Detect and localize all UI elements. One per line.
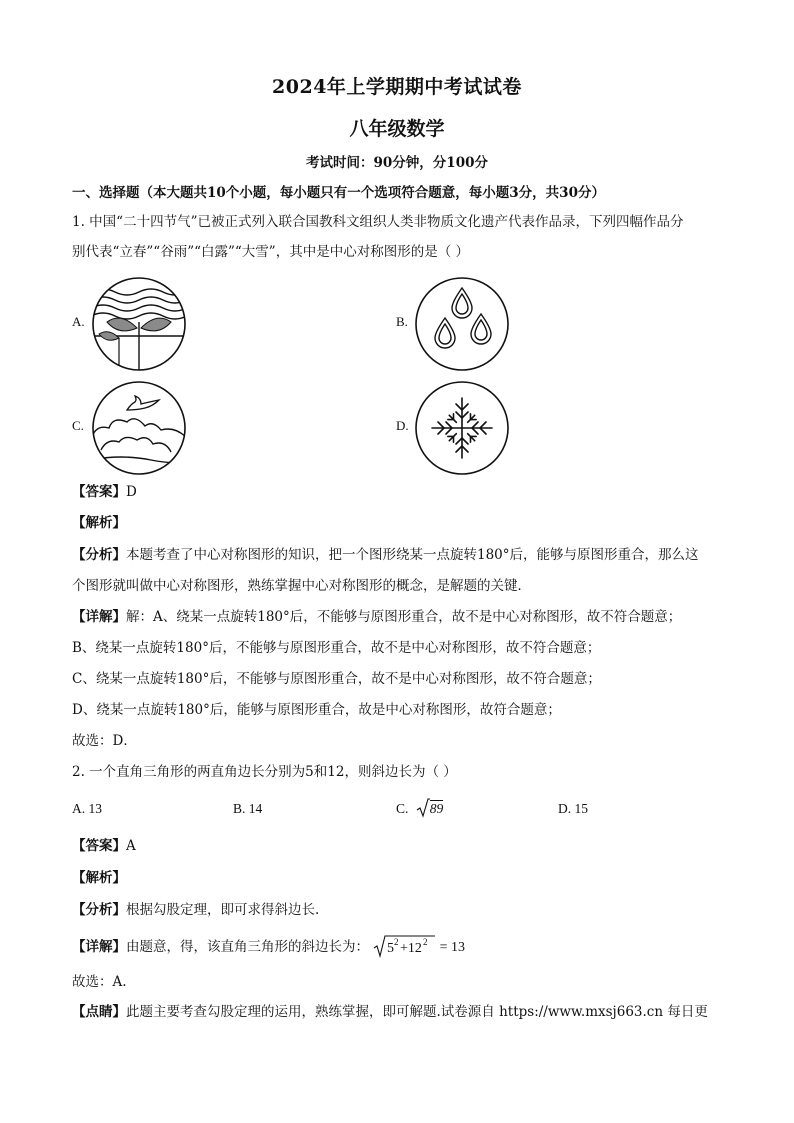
option-a-label: A. (72, 314, 85, 329)
answer-value: A (126, 838, 136, 854)
option-d-label: D. (396, 418, 409, 433)
answer-tag: 【答案】 (72, 484, 126, 500)
dianjing-text: 此题主要考查勾股定理的运用，熟练掌握，即可解题.试卷源自 https://www.mxsj663.cn 每日更 (126, 1004, 708, 1020)
heavy-snow-icon (414, 380, 510, 476)
q2-analysis-tag: 【解析】 (72, 870, 126, 886)
sqrt-formula (373, 934, 435, 958)
q2-option-c (396, 797, 443, 821)
q2-stem: 2. 一个直角三角形的两直角边长分别为5和12，则斜边长为（ ） (72, 764, 457, 780)
q1-detail-line3: C、绕某一点旋转180°后，不能够与原图形重合，故不是中心对称图形，故不符合题意； (72, 671, 601, 687)
q1-fenxi-line2: 个图形就叫做中心对称图形，熟练掌握中心对称图形的概念，是解题的关键． (72, 578, 531, 594)
answer-value: D (126, 484, 137, 500)
svg-text:2: 2 (423, 937, 428, 947)
q2-fenxi (72, 898, 319, 922)
detail-text: 由题意，得，该直角三角形的斜边长为： (126, 939, 369, 955)
q1-choice: 故选：D． (72, 733, 137, 749)
q1-stem-line1: 1. 中国“二十四节气”已被正式列入联合国教科文组织人类非物质文化遗产代表作品录，下列四幅作品分 (72, 214, 684, 230)
svg-text:+12: +12 (400, 941, 423, 956)
svg-text:2: 2 (394, 937, 399, 947)
spring-beginning-icon (91, 276, 187, 372)
q2-dianjing (72, 1000, 708, 1024)
fenxi-tag: 【分析】 (72, 547, 126, 563)
white-dew-icon (91, 380, 187, 476)
option-c-label: C. (72, 418, 84, 433)
q2-detail (72, 934, 465, 960)
q2-option-a: A. 13 (72, 801, 102, 816)
q2-choice: 故选：A. (72, 974, 127, 990)
q1-stem-line2: 别代表“立春”“谷雨”“白露”“大雪”，其中是中心对称图形的是（ ） (72, 244, 470, 260)
q1-answer (72, 480, 137, 504)
q1-detail-line4: D、绕某一点旋转180°后，能够与原图形重合，故是中心对称图形，故符合题意； (72, 702, 561, 718)
detail-text: 解：A、绕某一点旋转180°后，不能够与原图形重合，故不是中心对称图形，故不符合题意； (126, 609, 682, 625)
sqrt-icon (416, 798, 430, 818)
exam-title: 2024年上学期期中考试试卷 (272, 76, 522, 98)
detail-tag: 【详解】 (72, 609, 126, 625)
q1-analysis-tag: 【解析】 (72, 515, 126, 531)
fenxi-tag: 【分析】 (72, 902, 126, 918)
section-heading: 一、选择题（本大题共10个小题，每小题只有一个选项符合题意，每小题3分，共30分） (72, 185, 605, 201)
grain-rain-icon (414, 276, 510, 372)
exam-info: 考试时间：90分钟，分100分 (306, 155, 488, 171)
q1-detail-line2: B、绕某一点旋转180°后，不能够与原图形重合，故不是中心对称图形，故不符合题意； (72, 640, 601, 656)
fenxi-text: 根据勾股定理，即可求得斜边长. (126, 902, 320, 918)
exam-subtitle: 八年级数学 (349, 118, 445, 140)
dianjing-tag: 【点睛】 (72, 1004, 126, 1020)
q1-detail-line1 (72, 605, 681, 629)
svg-text:5: 5 (387, 941, 395, 956)
q1-fenxi-line1 (72, 543, 699, 567)
q2-option-c-radicand: 89 (429, 801, 444, 816)
q2-option-d: D. 15 (558, 801, 588, 816)
q2-answer (72, 834, 136, 858)
option-b-label: B. (396, 314, 408, 329)
detail-result: = 13 (439, 940, 465, 955)
answer-tag: 【答案】 (72, 838, 126, 854)
fenxi-text: 本题考查了中心对称图形的知识，把一个图形绕某一点旋转180°后，能够与原图形重合，那么这 (126, 547, 699, 563)
q2-option-c-label: C. (396, 801, 409, 816)
detail-tag: 【详解】 (72, 939, 126, 955)
q2-option-b: B. 14 (233, 801, 263, 816)
